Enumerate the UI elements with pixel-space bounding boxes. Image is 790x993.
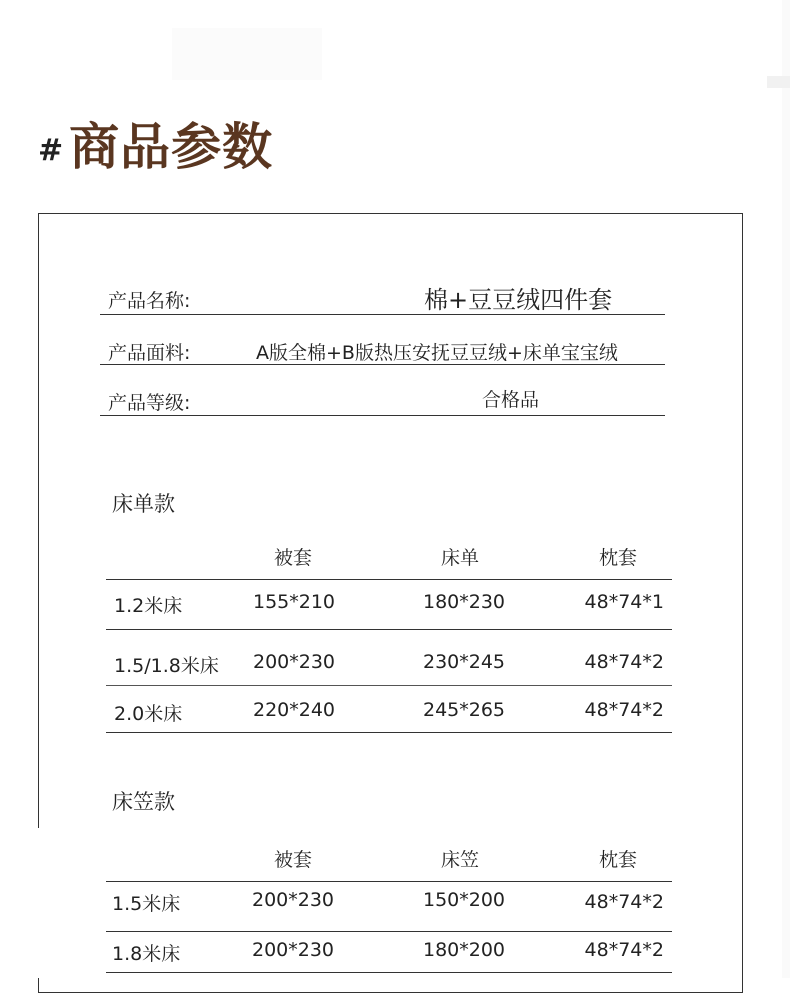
info-value: 合格品 <box>482 389 540 411</box>
cell-sheet: 245*265 <box>422 699 506 721</box>
col-head-duvet: 被套 <box>273 849 313 871</box>
table-rule <box>106 931 672 932</box>
table-rule <box>106 881 672 882</box>
cell-size: 1.8米床 <box>112 943 181 965</box>
table-rule <box>106 972 672 973</box>
cell-duvet: 200*230 <box>252 651 336 673</box>
info-row-fabric <box>100 335 665 365</box>
section-heading <box>38 108 273 178</box>
cell-pillow: 48*74*1 <box>584 591 664 613</box>
table-rule <box>106 629 672 630</box>
col-head-pillow: 枕套 <box>598 547 638 569</box>
right-edge-tab <box>767 76 790 88</box>
cell-duvet: 220*240 <box>252 699 336 721</box>
info-value: 棉+豆豆绒四件套 <box>424 286 613 314</box>
info-row-name <box>100 280 665 315</box>
cell-pillow: 48*74*2 <box>584 939 664 961</box>
info-label: 产品面料: <box>108 342 191 364</box>
table-rule <box>106 685 672 686</box>
cell-pillow: 48*74*2 <box>584 651 664 673</box>
cell-size: 2.0米床 <box>114 703 183 725</box>
info-label: 产品名称: <box>108 290 191 312</box>
cell-sheet: 230*245 <box>422 651 506 673</box>
cell-duvet: 155*210 <box>252 591 336 613</box>
hash-mark: # <box>38 132 64 168</box>
cell-duvet: 200*230 <box>251 939 335 961</box>
info-label: 产品等级: <box>108 392 191 414</box>
cell-sheet: 150*200 <box>422 889 506 911</box>
col-head-pillow: 枕套 <box>598 849 638 871</box>
cell-size: 1.5米床 <box>112 893 181 915</box>
col-head-duvet: 被套 <box>273 547 313 569</box>
cell-pillow: 48*74*2 <box>584 699 664 721</box>
table-rule <box>106 579 672 580</box>
info-row-grade <box>100 384 665 416</box>
cell-pillow: 48*74*2 <box>584 891 664 913</box>
table-rule <box>106 732 672 733</box>
faint-top-block <box>172 28 322 80</box>
frame-gap <box>36 828 40 978</box>
section-title-sheet: 床单款 <box>112 492 175 516</box>
cell-duvet: 200*230 <box>251 889 335 911</box>
section-title-fitted: 床笠款 <box>112 790 175 814</box>
right-edge-strip <box>782 0 790 978</box>
cell-sheet: 180*230 <box>422 591 506 613</box>
page-title: 商品参数 <box>69 118 274 176</box>
cell-size: 1.2米床 <box>114 595 183 617</box>
col-head-fitted: 床笠 <box>440 849 480 871</box>
col-head-sheet: 床单 <box>440 547 480 569</box>
cell-sheet: 180*200 <box>422 939 506 961</box>
cell-size: 1.5/1.8米床 <box>114 655 219 677</box>
info-value: A版全棉+B版热压安抚豆豆绒+床单宝宝绒 <box>256 342 618 364</box>
